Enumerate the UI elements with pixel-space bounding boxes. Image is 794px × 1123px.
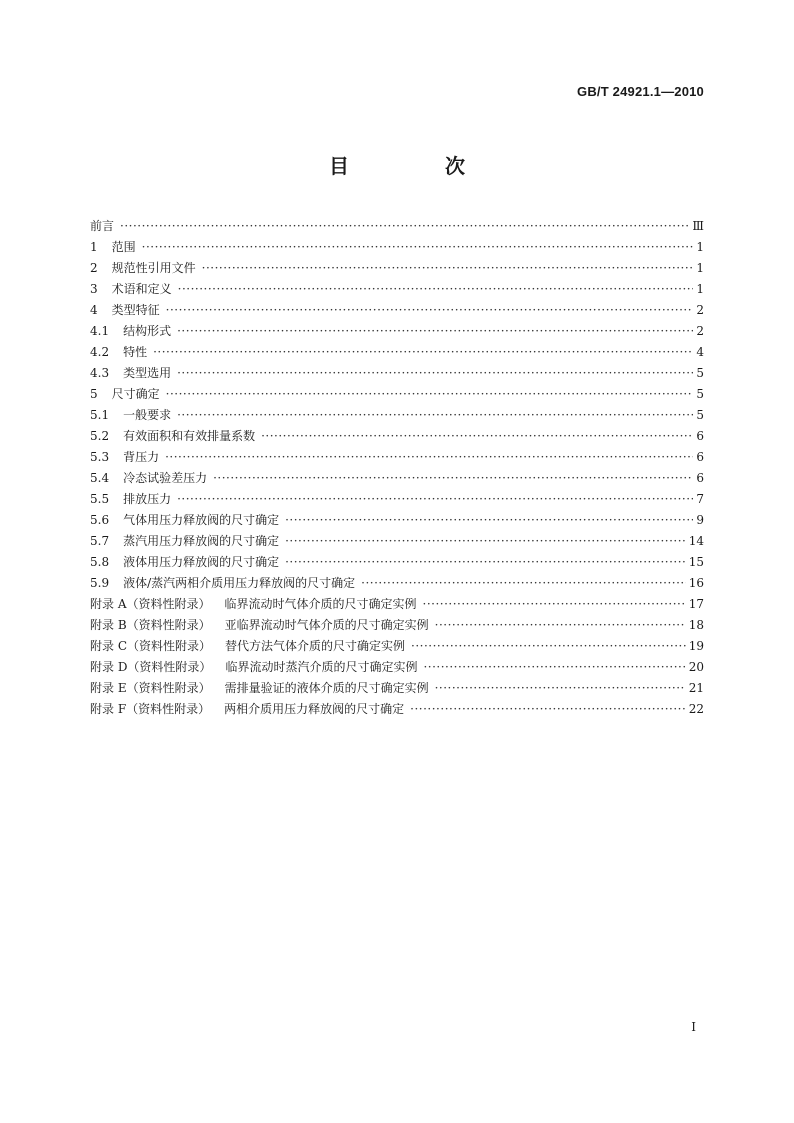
toc-page-number: 7 (696, 492, 704, 506)
toc-section-number: 5.8 (90, 555, 110, 569)
toc-entry[interactable] (90, 300, 704, 321)
toc-page-number: 16 (688, 576, 704, 590)
toc-appendix-label: 附录 F（资料性附录） (90, 702, 211, 716)
toc-section-number: 5.3 (90, 450, 110, 464)
toc-entry[interactable] (90, 384, 704, 405)
toc-entry-appendix[interactable] (90, 594, 704, 615)
toc-entry-title: 蒸汽用压力释放阀的尺寸确定 (123, 534, 280, 548)
toc-leader-dots (202, 258, 693, 279)
toc-section-number: 5 (90, 387, 98, 401)
toc-leader-dots (261, 426, 693, 447)
toc-entry-appendix[interactable] (90, 615, 704, 636)
toc-entry[interactable] (90, 447, 704, 468)
toc-leader-dots (178, 279, 693, 300)
toc-entry[interactable] (90, 342, 704, 363)
toc-entry-title: 范围 (111, 240, 136, 254)
toc-entry[interactable] (90, 552, 704, 573)
toc-entry-title: 临界流动时气体介质的尺寸确定实例 (224, 597, 417, 611)
toc-section-number: 5.6 (90, 513, 110, 527)
toc-appendix-label: 附录 C（资料性附录） (90, 639, 211, 653)
toc-leader-dots (423, 594, 686, 615)
toc-entry-title: 背压力 (123, 450, 160, 464)
toc-entry-title: 气体用压力释放阀的尺寸确定 (123, 513, 280, 527)
toc-entry-title: 特性 (123, 345, 148, 359)
toc-page-number: 9 (696, 513, 704, 527)
toc-leader-dots (153, 342, 693, 363)
toc-leader-dots (177, 405, 693, 426)
toc-page-number: 6 (696, 450, 704, 464)
page-title: 目 次 (329, 154, 503, 178)
toc-entry-foreword[interactable] (90, 216, 704, 237)
toc-page-number: 5 (696, 408, 704, 422)
toc-entry-title: 尺寸确定 (111, 387, 160, 401)
toc-page-number: Ⅲ (692, 219, 704, 233)
toc-entry-title: 液体用压力释放阀的尺寸确定 (123, 555, 280, 569)
toc-entry[interactable] (90, 426, 704, 447)
toc-leader-dots (411, 636, 686, 657)
toc-entry[interactable] (90, 279, 704, 300)
toc-page-number: 1 (696, 282, 704, 296)
toc-entry-title: 冷态试验差压力 (123, 471, 208, 485)
toc-appendix-label: 附录 A（资料性附录） (90, 597, 211, 611)
toc-leader-dots (142, 237, 693, 258)
toc-section-number: 5.1 (90, 408, 110, 422)
toc-section-number: 5.5 (90, 492, 110, 506)
toc-entry[interactable] (90, 573, 704, 594)
toc-entry-title: 亚临界流动时气体介质的尺寸确定实例 (224, 618, 429, 632)
toc-page-number: 19 (688, 639, 704, 653)
toc-page-number: 1 (696, 240, 704, 254)
toc-leader-dots (285, 552, 686, 573)
toc-entry[interactable] (90, 237, 704, 258)
toc-page-number: 18 (688, 618, 704, 632)
toc-section-number: 4 (90, 303, 98, 317)
toc-page-number: 17 (688, 597, 704, 611)
table-of-contents (90, 216, 704, 720)
toc-entry-title: 临界流动时蒸汽介质的尺寸确定实例 (225, 660, 418, 674)
toc-entry[interactable] (90, 468, 704, 489)
toc-section-number: 5.7 (90, 534, 110, 548)
toc-appendix-label: 附录 E（资料性附录） (90, 681, 211, 695)
toc-leader-dots (120, 216, 689, 237)
toc-leader-dots (166, 300, 693, 321)
toc-leader-dots (177, 321, 693, 342)
toc-page-number: 15 (688, 555, 704, 569)
toc-entry-title: 有效面积和有效排量系数 (123, 429, 256, 443)
toc-entry[interactable] (90, 321, 704, 342)
toc-leader-dots (166, 384, 693, 405)
toc-entry[interactable] (90, 510, 704, 531)
page-number: I (691, 1020, 696, 1034)
toc-leader-dots (285, 531, 686, 552)
toc-section-number: 5.9 (90, 576, 110, 590)
toc-entry-title: 排放压力 (123, 492, 172, 506)
toc-page-number: 6 (696, 429, 704, 443)
toc-entry[interactable] (90, 258, 704, 279)
toc-appendix-label: 附录 D（资料性附录） (90, 660, 212, 674)
toc-page-number: 14 (688, 534, 704, 548)
toc-entry-title: 液体/蒸汽两相介质用压力释放阀的尺寸确定 (123, 576, 356, 590)
toc-entry-title: 一般要求 (123, 408, 172, 422)
toc-page-number: 5 (696, 366, 704, 380)
toc-entry[interactable] (90, 489, 704, 510)
toc-page-number: 6 (696, 471, 704, 485)
toc-entry-title: 类型特征 (111, 303, 160, 317)
toc-entry-appendix[interactable] (90, 636, 704, 657)
toc-entry-appendix[interactable] (90, 678, 704, 699)
toc-leader-dots (410, 699, 686, 720)
standard-code: GB/T 24921.1—2010 (577, 84, 704, 99)
toc-leader-dots (361, 573, 686, 594)
toc-leader-dots (177, 489, 693, 510)
toc-page-number: 2 (696, 324, 704, 338)
toc-entry[interactable] (90, 363, 704, 384)
toc-leader-dots (285, 510, 693, 531)
toc-section-number: 3 (90, 282, 98, 296)
toc-section-number: 4.2 (90, 345, 110, 359)
toc-section-number: 4.1 (90, 324, 110, 338)
toc-entry-title: 两相介质用压力释放阀的尺寸确定 (224, 702, 405, 716)
toc-page-number: 1 (696, 261, 704, 275)
toc-entry-title: 前言 (90, 219, 115, 233)
toc-entry-title: 规范性引用文件 (111, 261, 196, 275)
toc-section-number: 1 (90, 240, 98, 254)
toc-section-number: 5.2 (90, 429, 110, 443)
toc-section-number: 5.4 (90, 471, 110, 485)
toc-entry-title: 结构形式 (123, 324, 172, 338)
toc-leader-dots (435, 678, 686, 699)
toc-page-number: 5 (696, 387, 704, 401)
toc-section-number: 4.3 (90, 366, 110, 380)
toc-entry[interactable] (90, 531, 704, 552)
toc-appendix-label: 附录 B（资料性附录） (90, 618, 211, 632)
toc-entry-title: 类型选用 (123, 366, 172, 380)
toc-entry-title: 替代方法气体介质的尺寸确定实例 (225, 639, 406, 653)
toc-leader-dots (177, 363, 693, 384)
toc-section-number: 2 (90, 261, 98, 275)
toc-leader-dots (165, 447, 693, 468)
toc-page-number: 22 (688, 702, 704, 716)
toc-page-number: 2 (696, 303, 704, 317)
toc-leader-dots (435, 615, 686, 636)
toc-leader-dots (213, 468, 693, 489)
toc-entry-title: 需排量验证的液体介质的尺寸确定实例 (224, 681, 429, 695)
toc-entry-title: 术语和定义 (111, 282, 172, 296)
toc-entry-appendix[interactable] (90, 699, 704, 720)
toc-leader-dots (423, 657, 685, 678)
toc-entry-appendix[interactable] (90, 657, 704, 678)
toc-page-number: 20 (688, 660, 704, 674)
toc-page-number: 4 (696, 345, 704, 359)
toc-entry[interactable] (90, 405, 704, 426)
toc-page-number: 21 (688, 681, 704, 695)
